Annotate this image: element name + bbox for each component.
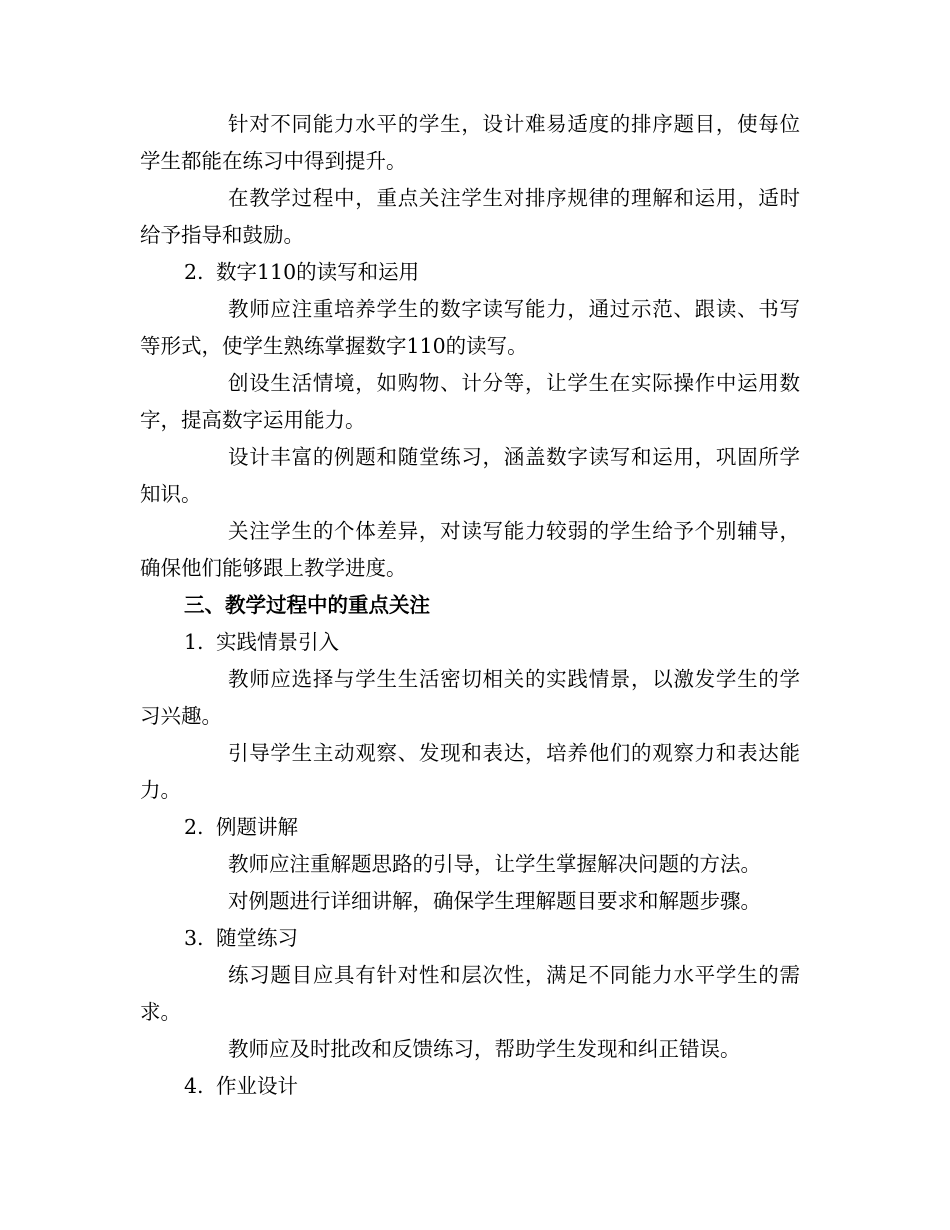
list-item	[140, 920, 800, 957]
list-item	[140, 809, 800, 846]
list-item	[140, 624, 800, 661]
paragraph: 对例题进行详细讲解，确保学生理解题目要求和解题步骤。	[228, 889, 761, 913]
list-item	[140, 1068, 800, 1105]
list-number: 3.	[184, 926, 204, 950]
paragraph: 关注学生的个体差异，对读写能力较弱的学生给予个别辅导，确保他们能够跟上教学进度。	[140, 519, 800, 580]
list-number: 4.	[184, 1074, 204, 1098]
document-body	[140, 106, 800, 1105]
paragraph: 设计丰富的例题和随堂练习，涵盖数字读写和运用，巩固所学知识。	[140, 445, 800, 506]
list-number: 2.	[184, 815, 204, 839]
paragraph: 教师应注重解题思路的引导，让学生掌握解决问题的方法。	[228, 852, 761, 876]
list-item-text: 随堂练习	[216, 926, 298, 950]
list-number: 1.	[184, 630, 204, 654]
paragraph: 教师应注重培养学生的数字读写能力，通过示范、跟读、书写等形式，使学生熟练掌握数字110的读写。	[140, 297, 800, 358]
list-item-text: 数字110的读写和运用	[216, 260, 420, 284]
list-item	[140, 254, 800, 291]
paragraph: 针对不同能力水平的学生，设计难易适度的排序题目，使每位学生都能在练习中得到提升。	[140, 112, 800, 173]
list-item-text: 实践情景引入	[216, 630, 339, 654]
paragraph: 教师应及时批改和反馈练习，帮助学生发现和纠正错误。	[228, 1037, 741, 1061]
section-heading: 三、教学过程中的重点关注	[184, 593, 430, 617]
paragraph: 练习题目应具有针对性和层次性，满足不同能力水平学生的需求。	[140, 963, 800, 1024]
list-number: 2.	[184, 260, 204, 284]
paragraph: 创设生活情境，如购物、计分等，让学生在实际操作中运用数字，提高数字运用能力。	[140, 371, 800, 432]
list-item-text: 例题讲解	[216, 815, 298, 839]
paragraph: 在教学过程中，重点关注学生对排序规律的理解和运用，适时给予指导和鼓励。	[140, 186, 800, 247]
paragraph: 教师应选择与学生生活密切相关的实践情景，以激发学生的学习兴趣。	[140, 667, 800, 728]
paragraph: 引导学生主动观察、发现和表达，培养他们的观察力和表达能力。	[140, 741, 800, 802]
list-item-text: 作业设计	[216, 1074, 298, 1098]
